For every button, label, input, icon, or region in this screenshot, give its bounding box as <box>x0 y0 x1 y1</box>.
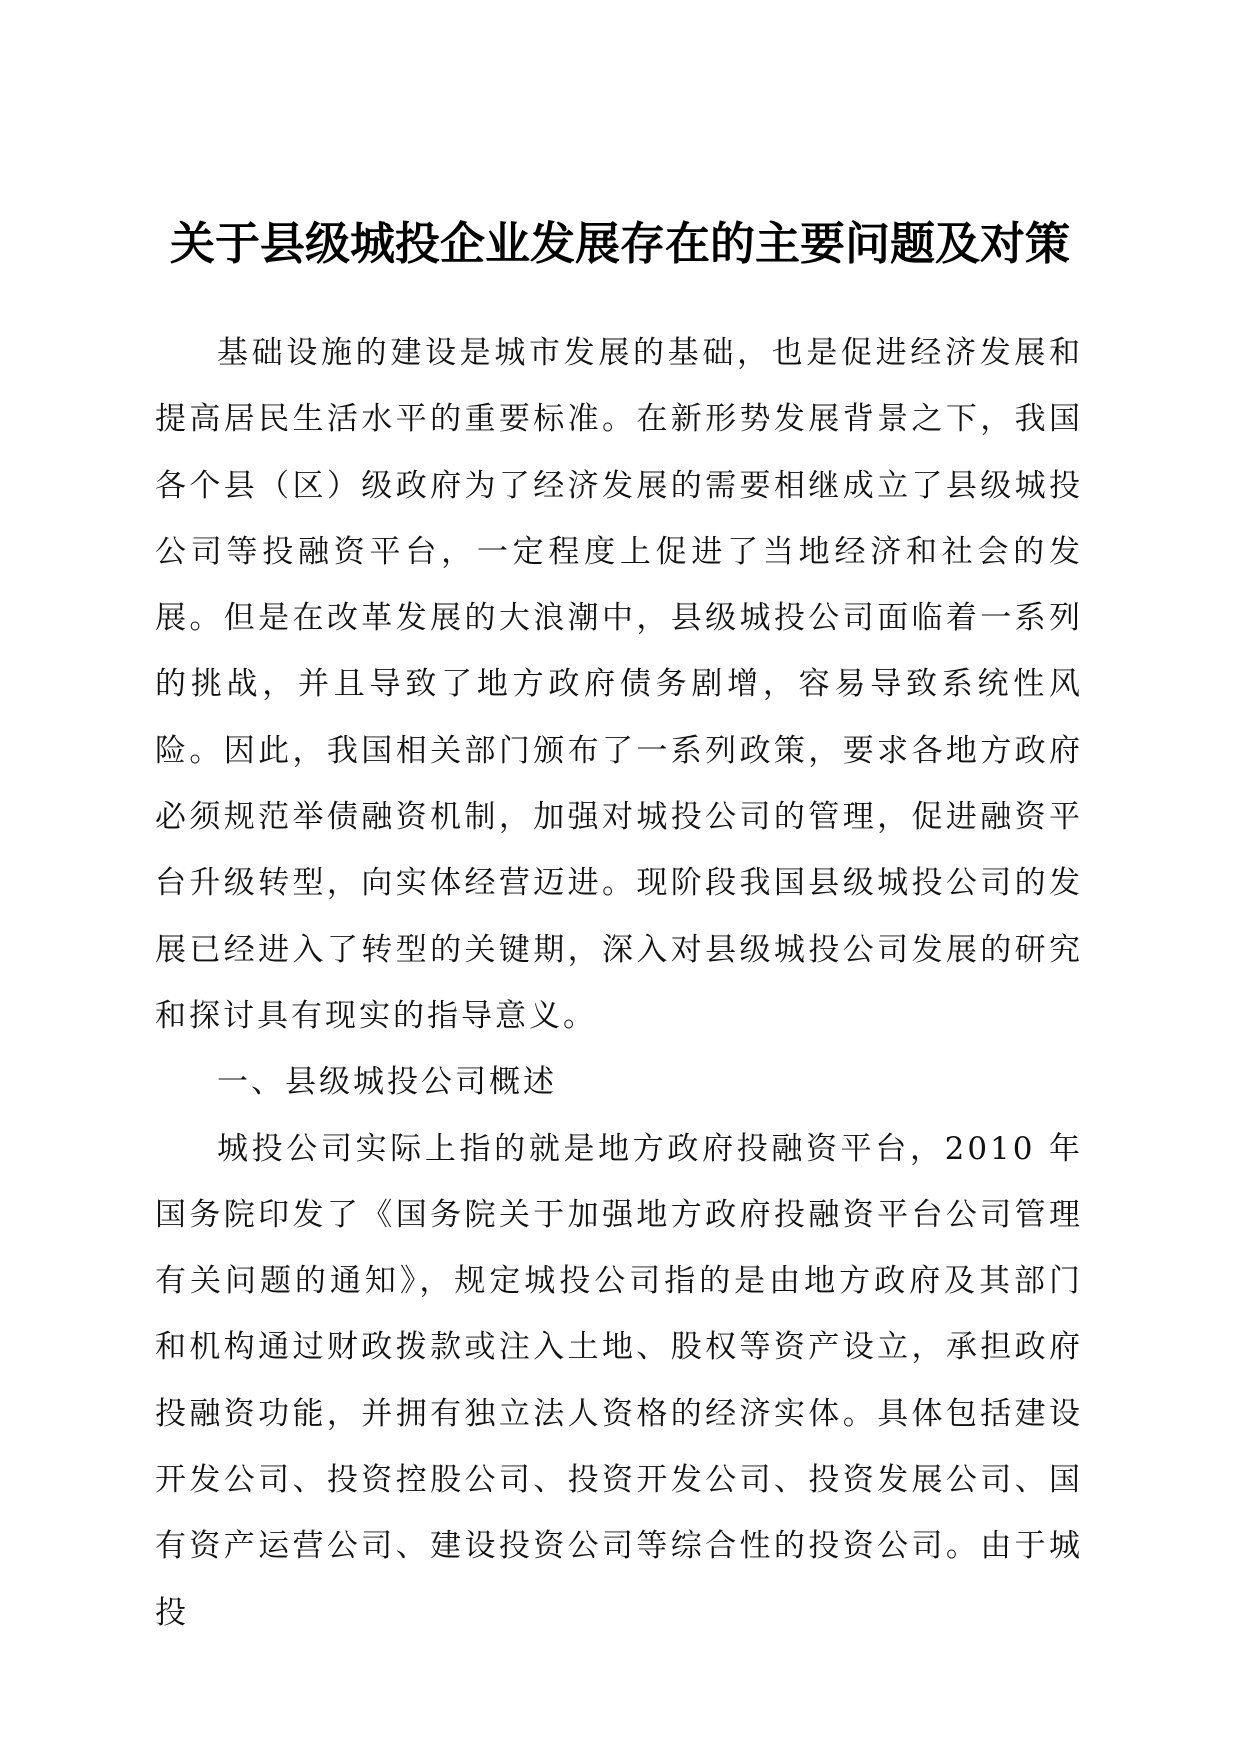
document-body <box>155 320 1083 1646</box>
section-heading-overview: 一、县级城投公司概述 <box>217 1064 557 1101</box>
overview-paragraph: 城投公司实际上指的就是地方政府投融资平台，2010 年国务院印发了《国务院关于加强地方政府投融资平台公司管理有关问题的通知》，规定城投公司指的是由地方政府及其部门和机构通过财政拨款或注入土地、股权等资产设立，承担政府投融资功能，并拥有独立法人资格的经济实体。具体包括建设开发公司、投资控股公司、投资开发公司、投资发展公司、国有资产运营公司、建设投资公司等综合性的投资公司。由于城投 <box>155 1130 1083 1631</box>
document-title: 关于县级城投企业发展存在的主要问题及对策 <box>169 217 1070 270</box>
intro-paragraph: 基础设施的建设是城市发展的基础，也是促进经济发展和提高居民生活水平的重要标准。在新形势发展背景之下，我国各个县（区）级政府为了经济发展的需要相继成立了县级城投公司等投融资平台，一定程度上促进了当地经济和社会的发展。但是在改革发展的大浪潮中，县级城投公司面临着一系列的挑战，并且导致了地方政府债务剧增，容易导致系统性风险。因此，我国相关部门颁布了一系列政策，要求各地方政府必须规范举债融资机制，加强对城投公司的管理，促进融资平台升级转型，向实体经营迈进。现阶段我国县级城投公司的发展已经进入了转型的关键期，深入对县级城投公司发展的研究和探讨具有现实的指导意义。 <box>155 335 1083 1034</box>
